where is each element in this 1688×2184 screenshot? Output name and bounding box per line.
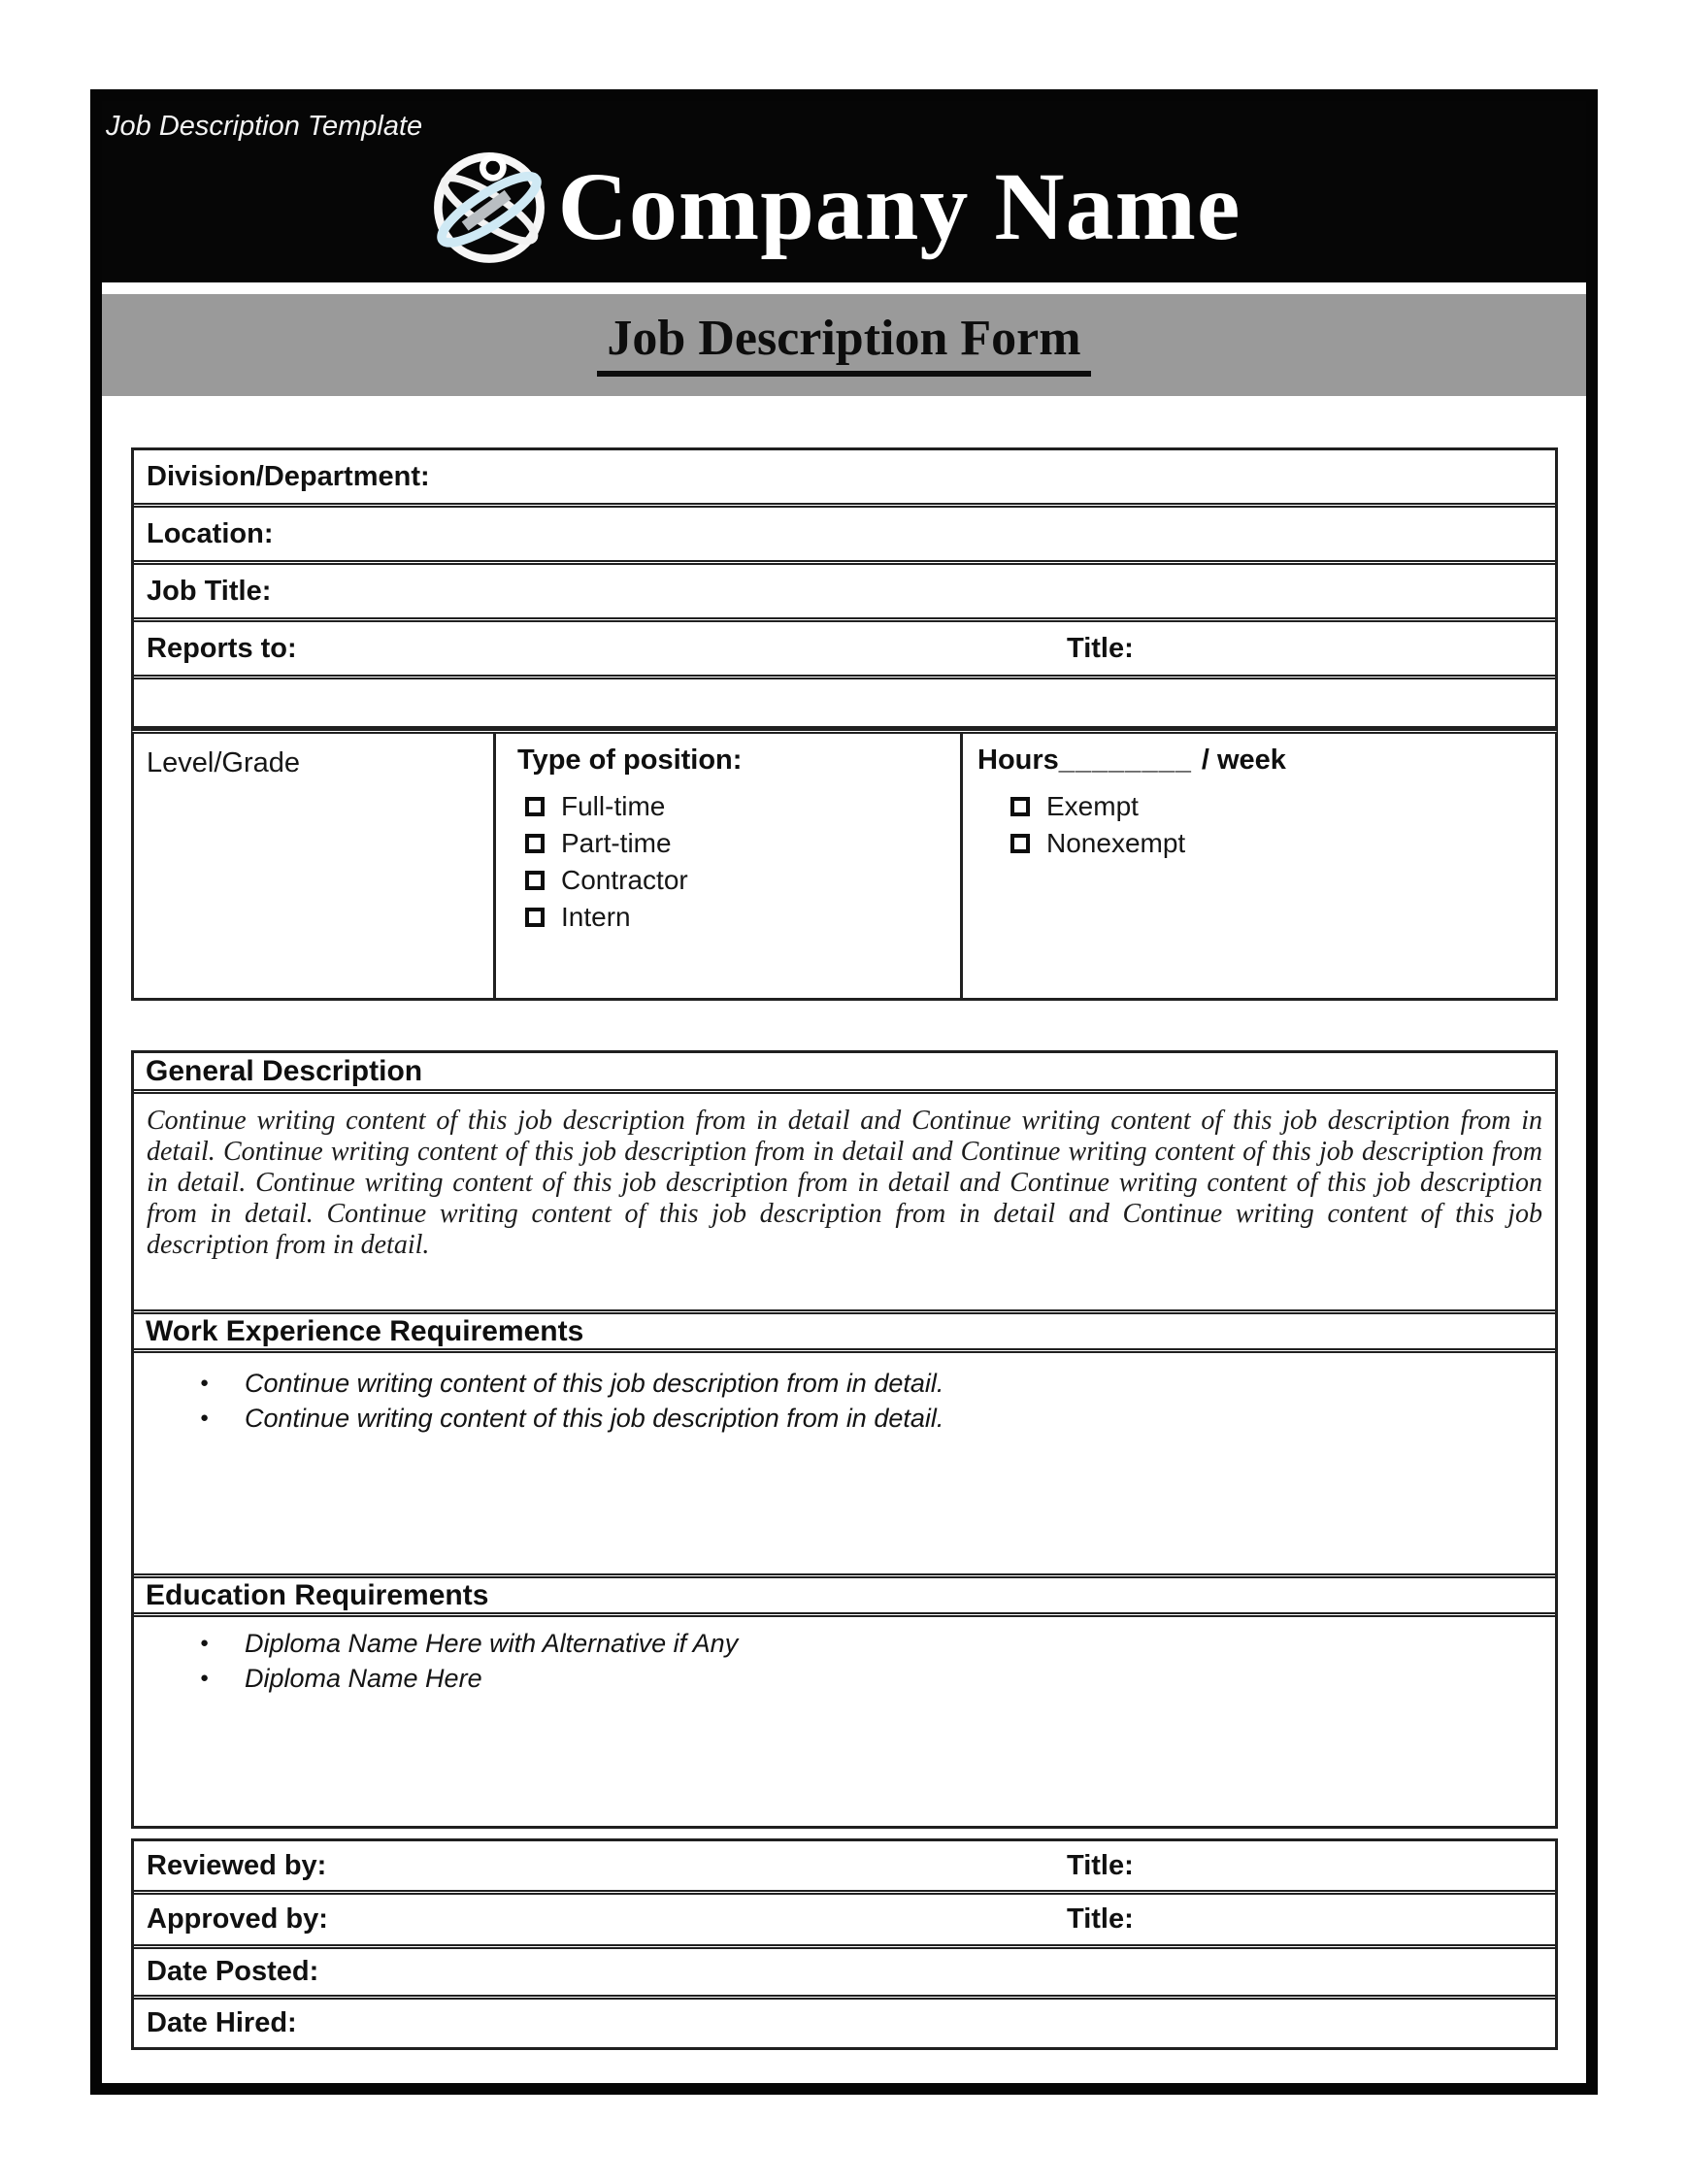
option-row (525, 899, 960, 936)
row-label: Division/Department: (147, 460, 430, 492)
intern-checkbox[interactable] (525, 908, 545, 927)
type-of-position-heading: Type of position: (517, 745, 743, 776)
section-heading-label: Education Requirements (146, 1578, 489, 1611)
option-label: Exempt (1046, 791, 1139, 821)
table-row (134, 450, 1555, 508)
position-table (131, 729, 1558, 1001)
form-title: Job Description Form (597, 314, 1090, 377)
section-heading-education (134, 1573, 1555, 1617)
table-row (134, 1949, 1555, 2000)
bullet-item: ● Continue writing content of this job description from in detail. (134, 1366, 1555, 1401)
reports-to-field[interactable] (297, 622, 1555, 675)
info-table (131, 447, 1558, 729)
option-row (525, 862, 960, 899)
contractor-checkbox[interactable] (525, 871, 545, 890)
hours-prefix: Hours (977, 745, 1059, 776)
location-field[interactable] (274, 508, 1556, 560)
level-grade-cell (134, 734, 496, 998)
template-label: Job Description Template (106, 111, 423, 142)
option-label: Intern (561, 902, 631, 932)
level-grade-field[interactable] (134, 792, 493, 998)
bullet-list (134, 1366, 1555, 1436)
table-row (134, 679, 1555, 726)
exempt-checkbox[interactable] (1010, 797, 1030, 816)
table-row (134, 565, 1555, 622)
division-department-field[interactable] (430, 450, 1555, 503)
table-row (134, 2000, 1555, 2047)
type-of-position-cell (496, 734, 963, 998)
part-time-checkbox[interactable] (525, 834, 545, 853)
option-label: Full-time (561, 791, 666, 821)
row-label: Approved by: (147, 1903, 328, 1935)
hours-heading (977, 745, 1555, 777)
document-page (90, 89, 1598, 2095)
section-heading-label: Work Experience Requirements (146, 1314, 584, 1347)
description-sections (131, 1050, 1558, 1829)
nonexempt-checkbox[interactable] (1010, 834, 1030, 853)
row-right-label: Title: (1067, 1903, 1134, 1935)
bullet-list (134, 1626, 1555, 1696)
work-experience-body[interactable] (134, 1366, 1555, 1573)
signoff-table (131, 1838, 1558, 2050)
row-label: Location: (147, 517, 274, 549)
hours-field[interactable]: ________ (1058, 745, 1192, 776)
row-label: Reviewed by: (147, 1849, 327, 1881)
company-logo-icon (424, 141, 554, 271)
bullet-item: ● Diploma Name Here (134, 1661, 1555, 1696)
education-body[interactable] (134, 1626, 1555, 1826)
hours-suffix: / week (1201, 745, 1286, 776)
approved-by-field[interactable] (328, 1895, 1555, 1944)
option-label: Contractor (561, 865, 688, 895)
table-row (134, 1841, 1555, 1895)
row-label: Job Title: (147, 575, 272, 607)
row-right-label: Title: (1067, 632, 1134, 664)
table-row (134, 1895, 1555, 1949)
date-posted-field[interactable] (318, 1949, 1555, 1995)
full-time-checkbox[interactable] (525, 797, 545, 816)
job-title-field[interactable] (271, 565, 1555, 617)
table-row (134, 508, 1555, 565)
row-right-label: Title: (1067, 1849, 1134, 1881)
section-heading-label: General Description (146, 1054, 423, 1087)
row-label: Date Hired: (147, 2007, 297, 2038)
header-banner (102, 101, 1586, 282)
option-row (525, 788, 960, 825)
option-label: Part-time (561, 828, 672, 858)
brand-row (90, 134, 1574, 278)
bullet-item: ● Continue writing content of this job description from in detail. (134, 1401, 1555, 1436)
option-row (1010, 825, 1555, 862)
table-row (134, 622, 1555, 679)
section-heading-general-description (134, 1053, 1555, 1094)
general-description-body[interactable] (134, 1106, 1555, 1309)
date-hired-field[interactable] (297, 2000, 1555, 2047)
section-heading-work-experience (134, 1309, 1555, 1353)
bullet-item: ● Diploma Name Here with Alternative if Any (134, 1626, 1555, 1661)
company-name: Company Name (557, 151, 1241, 260)
hours-cell (963, 734, 1555, 998)
option-row (525, 825, 960, 862)
row-label: Date Posted: (147, 1956, 319, 1987)
empty-field[interactable] (147, 679, 1555, 726)
option-row (1010, 788, 1555, 825)
option-label: Nonexempt (1046, 828, 1186, 858)
reviewed-by-field[interactable] (326, 1841, 1555, 1890)
form-title-bar (102, 294, 1586, 396)
row-label: Reports to: (147, 632, 297, 664)
level-grade-label: Level/Grade (147, 747, 300, 778)
general-description-paragraph: Continue writing content of this job description from in detail and Continue writing content of this job description from in detail. Continue writing content of this job description from in detail and Continue writing content of this job description from in detail. Continue writing content of this job description from in detail and Continue writing content of this job description from in detail. Continue writing content of this job description from in detail and Continue writing content of this job description from in detail. (147, 1106, 1542, 1260)
